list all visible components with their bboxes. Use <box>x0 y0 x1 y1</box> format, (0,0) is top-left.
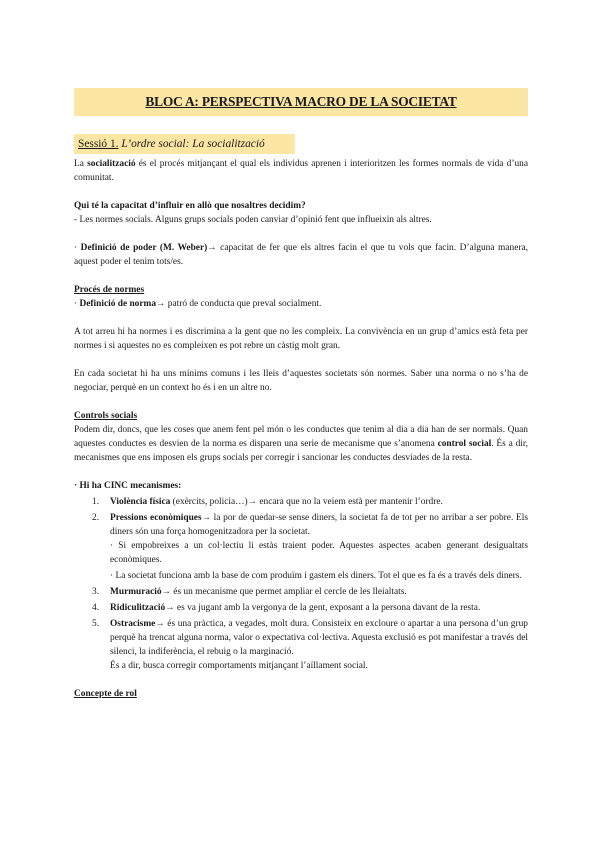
question-heading <box>74 199 528 213</box>
norm-rest: → patró de conducta que preval socialment. <box>156 299 322 309</box>
norm-definition <box>74 297 528 311</box>
mechanism-rest: → és un mecanisme que permet ampliar el cercle de les lleialtats. <box>161 587 407 597</box>
list-number: 4. <box>92 603 100 613</box>
mechanism-term: Violència física <box>110 497 171 507</box>
power-bullet: · <box>74 243 81 253</box>
mechanisms-list <box>74 495 528 539</box>
mechanisms-heading-text: · Hi ha CINC mecanismes: <box>74 481 182 491</box>
intro-paragraph <box>74 157 528 185</box>
controls-paragraph <box>74 423 528 465</box>
list-number: 5. <box>92 619 100 629</box>
norm-bullet: · <box>74 299 80 309</box>
list-item <box>74 511 528 539</box>
title-text: BLOC A: PERSPECTIVA MACRO DE LA SOCIETAT <box>145 94 457 109</box>
norms-heading: Procés de normes <box>74 285 145 295</box>
norms-paragraph-2: En cada societat hi ha uns mínims comuns i les lleis d’aquestes societats són normes. Saber una norma o no s’ha de negociar, perquè en un context ho és i en un altre no. <box>74 369 528 393</box>
mechanism-term: Ridiculització <box>110 603 166 613</box>
intro-rest: és el procés mitjançant el qual els individus aprenen i interioritzen les formes normals de vida d’una comunitat. <box>74 159 529 183</box>
mechanism-rest: → es va jugant amb la vergonya de la gent, exposant a la persona davant de la resta. <box>165 603 481 613</box>
mechanism-term: Ostracisme <box>110 619 156 629</box>
list-number: 3. <box>92 587 100 597</box>
power-definition <box>74 241 528 269</box>
mechanism-rest: (exèrcits, policia…)→ encara que no la veiem està per mantenir l’ordre. <box>170 497 443 507</box>
session-heading <box>74 134 295 154</box>
economic-subpoint-1: · Si empobreixes a un col·lectiu li estàs traient poder. Aquestes aspectes acaben generant desigualtats econòmiques. <box>110 541 528 565</box>
list-item <box>74 585 528 599</box>
session-subtitle: L’ordre social: La socialització <box>121 138 265 150</box>
norm-term: Definició de norma <box>79 299 157 309</box>
document-title <box>74 88 528 116</box>
question-answer: - Les normes socials. Alguns grups socials poden canviar d’opinió fent que influeixin als altres. <box>74 215 432 225</box>
mechanism-rest: → la por de quedar-se sense diners, la societat fa de tot per no arribar a ser pobre. Els diners són una força homogenitzadora per la societat. <box>110 513 528 537</box>
mechanisms-heading <box>74 479 528 493</box>
mechanisms-list-continued <box>74 585 528 659</box>
power-term: Definició de poder (M. Weber) <box>80 243 208 253</box>
list-item <box>74 617 528 659</box>
session-label: Sessió 1. <box>78 138 119 150</box>
mechanism-term: Pressions econòmiques <box>110 513 202 523</box>
controls-heading: Controls socials <box>74 411 138 421</box>
intro-pre: La <box>74 159 88 169</box>
controls-term: control social <box>437 439 492 449</box>
list-item <box>74 495 528 509</box>
power-rest: → capacitat de fer que els altres facin el que tu vols que facin. D’alguna manera, aquest poder el tenim tots/es. <box>74 243 528 267</box>
controls-rest: . És a dir, mecanismes que ens imposen els grups socials per corregir i sancionar les conductes desviades de la resta. <box>74 439 528 463</box>
norms-paragraph-1: A tot arreu hi ha normes i es discrimina a la gent que no les compleix. La convivència en un grup d’amics està feta per normes i si aquestes no es compleixen es pot rebre un càstig molt gran. <box>74 327 528 351</box>
list-number: 1. <box>92 497 100 507</box>
list-number: 2. <box>92 513 100 523</box>
controls-pre: Podem dir, doncs, que les coses que anem fent pel món o les conductes que tenim al dia a dia han de ser normals. Quan aquestes conductes es desvien de la norma es disparen una serie de mecanisme que s’anomena <box>74 425 528 449</box>
document-page <box>74 88 528 701</box>
question-text: Qui té la capacitat d’influir en allò que nosaltres decidim? <box>74 201 306 211</box>
list-item <box>74 601 528 615</box>
role-heading: Concepte de rol <box>74 689 137 699</box>
mechanism-rest: → és una pràctica, a vegades, molt dura. Consisteix en excloure o apartar a una persona d’un grup perquè ha trencat alguna norma, valor o expectativa col·lectiva. Aquesta exclusió es pot manifestar a través del silenci, la indiferència, el rebuig o la marginació. <box>110 619 528 657</box>
economic-subpoint-2: · La societat funciona amb la base de com produïm i gastem els diners. Tot el que es fa és a través dels diners. <box>110 571 522 581</box>
intro-term: socialització <box>87 159 136 169</box>
ostracism-note: És a dir, busca corregir comportaments mitjançant l’aïllament social. <box>110 661 368 671</box>
mechanism-term: Murmuració <box>110 587 162 597</box>
